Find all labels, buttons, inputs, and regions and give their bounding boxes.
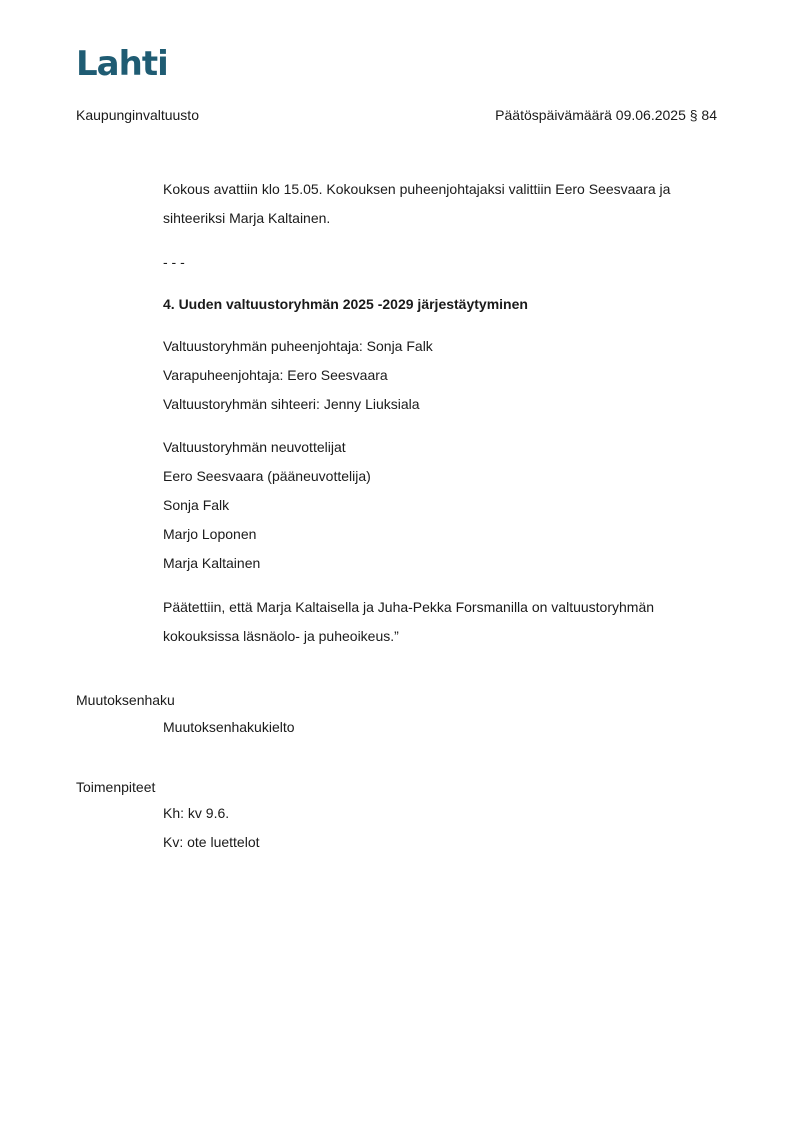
logo-text: Lahti: [76, 44, 168, 84]
officers-list: [163, 332, 723, 419]
header-body-name: Kaupunginvaltuusto: [76, 107, 199, 123]
appeal-text: Muutoksenhakukielto: [163, 719, 295, 735]
negotiators-list: [163, 433, 723, 578]
negotiators-title: Valtuustoryhmän neuvottelijat: [163, 439, 346, 455]
list-item: Varapuheenjohtaja: Eero Seesvaara: [163, 367, 388, 383]
paragraph-line: sihteeriksi Marja Kaltainen.: [163, 210, 331, 226]
item-heading-text: 4. Uuden valtuustoryhmän 2025 -2029 järjestäytyminen: [163, 296, 528, 312]
decision-paragraph: [163, 593, 723, 651]
list-item: Valtuustoryhmän sihteeri: Jenny Liuksiala: [163, 396, 420, 412]
actions-heading: Toimenpiteet: [76, 779, 156, 795]
separator: [163, 248, 723, 277]
lahti-logo: [76, 46, 168, 82]
appeal-section: [163, 713, 723, 742]
paragraph-line: Kokous avattiin klo 15.05. Kokouksen puheenjohtajaksi valittiin Eero Seesvaara ja: [163, 181, 671, 197]
opening-paragraph: [163, 175, 723, 233]
list-item: Marjo Loponen: [163, 526, 257, 542]
appeal-heading: Muutoksenhaku: [76, 692, 175, 708]
paragraph-line: Päätettiin, että Marja Kaltaisella ja Juha-Pekka Forsmanilla on valtuustoryhmän: [163, 599, 655, 615]
list-item: Valtuustoryhmän puheenjohtaja: Sonja Falk: [163, 338, 433, 354]
item-heading: [163, 290, 723, 319]
list-item: Sonja Falk: [163, 497, 230, 513]
paragraph-line: kokouksissa läsnäolo- ja puheoikeus.”: [163, 628, 399, 644]
list-item: Eero Seesvaara (pääneuvottelija): [163, 468, 371, 484]
list-item: Kv: ote luettelot: [163, 834, 260, 850]
list-item: Marja Kaltainen: [163, 555, 261, 571]
separator-text: - - -: [163, 254, 185, 270]
actions-list: [163, 799, 723, 857]
list-item: Kh: kv 9.6.: [163, 805, 230, 821]
header-decision-date: Päätöspäivämäärä 09.06.2025 § 84: [495, 107, 717, 123]
